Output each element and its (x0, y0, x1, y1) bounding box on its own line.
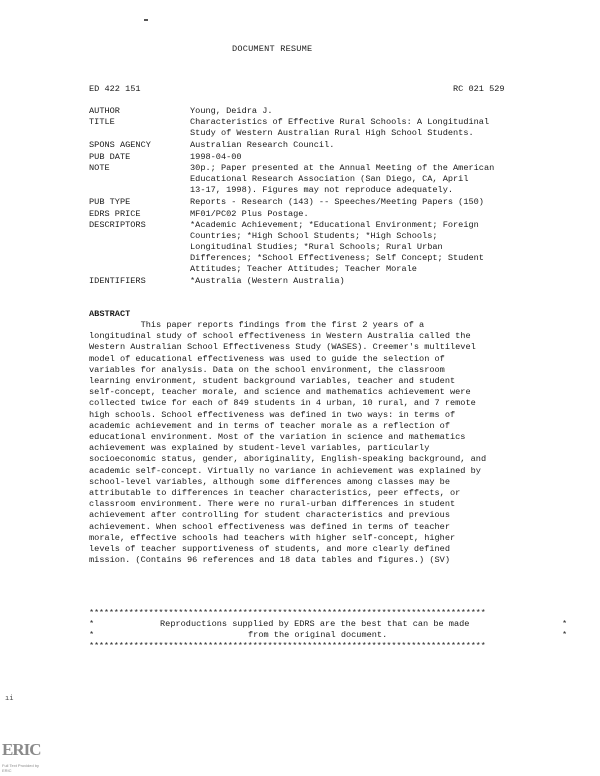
field-label-identifiers: IDENTIFIERS (89, 276, 146, 286)
abstract-line: levels of teacher supportiveness of students, and more clearly defined (89, 544, 450, 555)
field-label-spons-agency: SPONS AGENCY (89, 140, 151, 150)
field-value-identifiers: *Australia (Western Australia) (190, 276, 345, 286)
abstract-line: classroom environment. There were no rural-urban differences in student (89, 499, 456, 510)
document-title: DOCUMENT RESUME (232, 44, 313, 54)
abstract-line: longitudinal study of school effectiveness in Western Australia called the (89, 331, 471, 342)
abstract-line: socioeconomic status, gender, aboriginality, English-speaking background, and (89, 454, 487, 465)
star-border-bottom: ******************************************************************************** (89, 641, 486, 651)
field-label-note: NOTE (89, 163, 110, 173)
field-value-note-line3: 13-17, 1998). Figures may not reproduce adequately. (190, 185, 454, 195)
abstract-line: Western Australian School Effectiveness Study (WASES). Creemer's multilevel (89, 342, 476, 353)
eric-logo-subtitle: Full Text Provided by ERIC (2, 763, 40, 773)
field-label-author: AUTHOR (89, 106, 120, 116)
repro-notice-line2: from the original document. (248, 630, 388, 640)
star-left-1: * (89, 619, 95, 629)
field-value-descriptors-line4: Differences; *School Effectiveness; Self Concept; Student (190, 253, 484, 263)
abstract-line: achievement after controlling for student characteristics and previous (89, 510, 450, 521)
field-value-note-line2: Educational Research Association (San Diego, CA, April (190, 174, 469, 184)
abstract-line: This paper reports findings from the first 2 years of a (89, 320, 425, 330)
star-border-top: ******************************************************************************** (89, 608, 486, 618)
rc-number: RC 021 529 (453, 84, 505, 94)
field-value-descriptors-line3: Longitudinal Studies; *Rural Schools; Rural Urban (190, 242, 443, 252)
field-value-pub-type: Reports - Research (143) -- Speeches/Meeting Papers (150) (190, 197, 484, 207)
field-value-edrs-price: MF01/PC02 Plus Postage. (190, 209, 309, 219)
field-value-title-line2: Study of Western Australian Rural High School Students. (190, 128, 474, 138)
field-label-descriptors: DESCRIPTORS (89, 220, 146, 230)
abstract-line: academic achievement and in terms of teacher morale as a reflection of (89, 420, 450, 431)
abstract-line: mission. (Contains 96 references and 18 data tables and figures.) (SV) (89, 555, 450, 566)
abstract-line: variables for analysis. Data on the school environment, the classroom (89, 364, 445, 375)
field-value-spons-agency: Australian Research Council. (190, 140, 335, 150)
abstract-line: school-level variables, although some differences among classes may be (89, 476, 450, 487)
star-right-1: * (562, 619, 568, 629)
abstract-heading: ABSTRACT (89, 309, 131, 319)
abstract-line: educational environment. Most of the variation in science and mathematics (89, 432, 466, 443)
field-value-note-line1: 30p.; Paper presented at the Annual Meeting of the American (190, 163, 495, 173)
abstract-body (89, 320, 559, 566)
scan-margin-mark: ıi (5, 695, 14, 703)
abstract-line: morale, effective schools had teachers with higher self-concept, higher (89, 532, 456, 543)
eric-logo: ERIC (2, 740, 41, 759)
field-value-descriptors-line2: Countries; *High School Students; *High Schools; (190, 231, 438, 241)
field-value-author: Young, Deidra J. (190, 106, 273, 116)
abstract-line: learning environment, student background variables, teacher and student (89, 376, 456, 387)
abstract-line: achievement. When school effectiveness was defined in terms of teacher (89, 521, 450, 532)
field-value-pub-date: 1998-04-00 (190, 152, 242, 162)
star-left-2: * (89, 630, 95, 640)
abstract-line: collected twice for each of 849 students in 4 urban, 10 rural, and 7 remote (89, 398, 476, 409)
field-value-title-line1: Characteristics of Effective Rural Schools: A Longitudinal (190, 117, 490, 127)
field-value-descriptors-line1: *Academic Achievement; *Educational Environment; Foreign (190, 220, 479, 230)
abstract-line: self-concept, teacher morale, and science and mathematics achievement were (89, 387, 471, 398)
abstract-line: academic self-concept. Virtually no variance in achievement was explained by (89, 465, 481, 476)
field-label-pub-date: PUB DATE (89, 152, 131, 162)
abstract-line: model of educational effectiveness was used to guide the selection of (89, 353, 445, 364)
field-label-title: TITLE (89, 117, 115, 127)
ed-number: ED 422 151 (89, 84, 141, 94)
field-label-pub-type: PUB TYPE (89, 197, 131, 207)
abstract-line: high schools. School effectiveness was defined in two ways: in terms of (89, 409, 456, 420)
abstract-line: achievement was explained by student-level variables, particularly (89, 443, 430, 454)
repro-notice-line1: Reproductions supplied by EDRS are the best that can be made (160, 619, 470, 629)
field-label-edrs-price: EDRS PRICE (89, 209, 141, 219)
abstract-line: attributable to differences in teacher characteristics, peer effects, or (89, 488, 461, 499)
scan-speck (144, 19, 148, 21)
star-right-2: * (562, 630, 568, 640)
field-value-descriptors-line5: Attitudes; Teacher Attitudes; Teacher Morale (190, 264, 417, 274)
